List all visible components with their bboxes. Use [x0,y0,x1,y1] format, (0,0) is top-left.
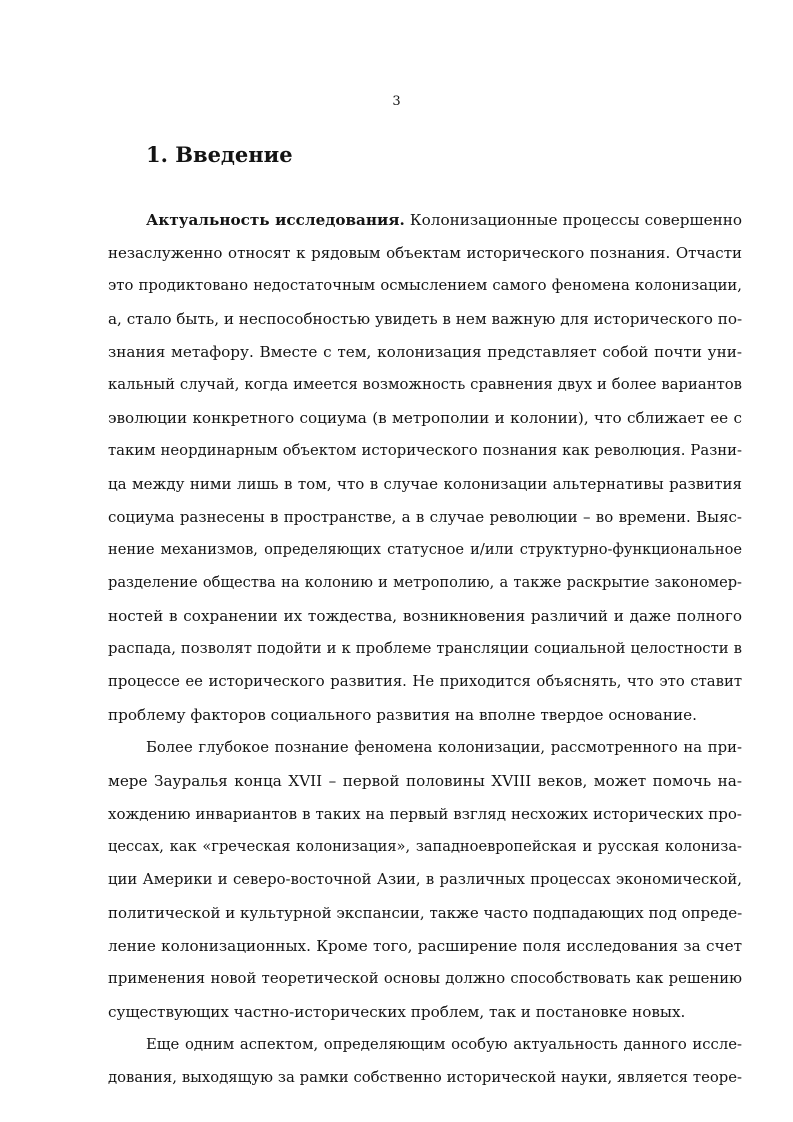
paragraph-1-line-9: ца между ними лишь в том, что в случае колонизации альтернативы развития [108,475,742,493]
paragraph-1-line-4: а, стало быть, и неспособностью увидеть в нем важную для исторического по- [108,310,743,328]
paragraph-1-line-13: ностей в сохранении их тождества, возникновения различий и даже полного [108,607,742,625]
paragraph-1-line-10: социума разнесены в пространстве, а в случае революции – во времени. Выяс- [108,508,742,526]
paragraph-2-line-7: ление колонизационных. Кроме того, расширение поля исследования за счет [108,937,742,955]
paragraph-1-line-5: знания метафору. Вместе с тем, колонизация представляет собой почти уни- [108,343,742,361]
paragraph-1-line-15: процессе ее исторического развития. Не приходится объяснять, что это ставит [108,673,742,690]
paragraph-1-line-12: разделение общества на колонию и метрополию, а также раскрытие закономер- [108,574,742,591]
paragraph-1-line-8: таким неординарным объектом исторического познания как революция. Разни- [108,442,742,459]
paragraph-1-line-3: это продиктовано недостаточным осмыслением самого феномена колонизации, [108,277,742,294]
paragraph-1-line-11: нение механизмов, определяющих статусное и/или структурно-функциональное [108,541,742,558]
paragraph-1-line-6: кальный случай, когда имеется возможность сравнения двух и более вариантов [108,376,742,393]
paragraph-2-line-8: применения новой теоретической основы должно способствовать как решению [108,970,742,987]
paragraph-2-line-9: существующих частно-исторических проблем, так и постановке новых. [108,1003,686,1021]
paragraph-2-line-6: политической и культурной экспансии, также часто подпадающих под опреде- [108,904,743,922]
paragraph-1-line-16: проблему факторов социального развития на вполне твердое основание. [108,706,697,724]
page-number: 3 [392,94,401,109]
paragraph-2-line-4: цессах, как «греческая колонизация», западноевропейская и русская колониза- [108,838,742,855]
paragraph-3-line-2: дования, выходящую за рамки собственно исторической науки, является теоре- [108,1069,742,1086]
paragraph-3-line-1: Еще одним аспектом, определяющим особую актуальность данного иссле- [146,1036,742,1053]
paragraph-2-line-2: мере Зауралья конца XVII – первой половины XVIII веков, может помочь на- [108,772,742,790]
paragraph-1-line-1-text: Колонизационные процессы совершенно [404,211,742,229]
paragraph-1-line-14: распада, позволят подойти и к проблеме трансляции социальной целостности в [108,640,742,657]
paragraph-lead: Актуальность исследования. [146,211,405,229]
paragraph-1-line-1 [146,204,742,236]
paragraph-2-line-1: Более глубокое познание феномена колонизации, рассмотренного на при- [146,739,742,756]
paragraph-1-line-2: незаслуженно относят к рядовым объектам исторического познания. Отчасти [108,244,742,262]
section-heading: 1. Введение [146,142,293,167]
paragraph-2-line-5: ции Америки и северо-восточной Азии, в различных процессах экономической, [108,871,742,888]
paragraph-2-line-3: хождению инвариантов в таких на первый взгляд несхожих исторических про- [108,805,742,823]
paragraph-1-line-7: эволюции конкретного социума (в метрополии и колонии), что сближает ее с [108,409,742,427]
